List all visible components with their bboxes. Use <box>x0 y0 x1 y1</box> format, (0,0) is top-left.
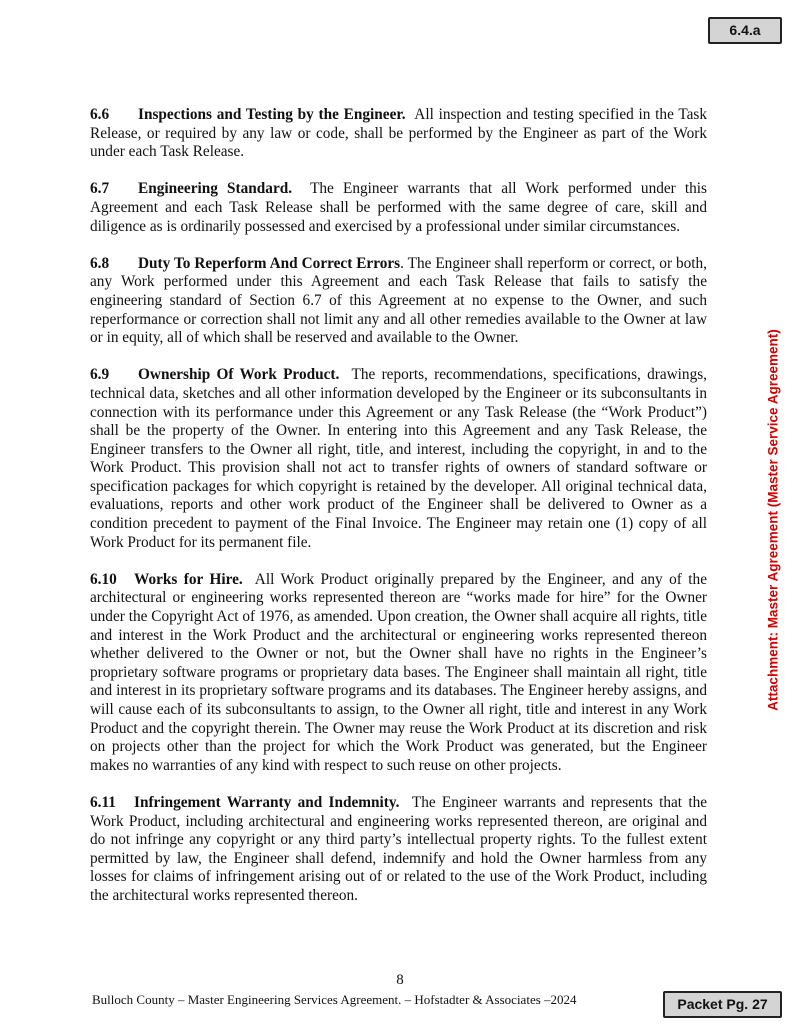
attachment-side-label: Attachment: Master Agreement (Master Service Agreement) <box>765 329 781 711</box>
section-heading: Duty To Reperform And Correct Errors <box>138 254 401 272</box>
section-heading: Inspections and Testing by the Engineer. <box>138 106 406 123</box>
section-heading: Engineering Standard. <box>138 180 293 198</box>
footer-text: Bulloch County – Master Engineering Services Agreement. – Hofstadter & Associates –2024 <box>92 992 577 1007</box>
section-6-6 <box>90 106 707 162</box>
section-number: 6.7 <box>90 180 110 198</box>
section-number: 6.6 <box>90 106 110 123</box>
section-number: 6.10 <box>90 570 117 588</box>
section-6-9 <box>90 366 707 552</box>
page-number: 8 <box>396 972 404 988</box>
section-text: The Engineer warrants and represents that the Work Product, including architectural and engineering works represented thereon, are original and do not infringe any copyright or any third party’s intellectual property rights. To the fullest extent permitted by law, the Engineer shall defend, indemnify and hold the Owner harmless from any losses for claims of infringement arising out of or related to the use of the Work Product, including the architectural works represented thereon. <box>90 793 708 904</box>
section-6-11 <box>90 794 707 906</box>
section-heading: Ownership Of Work Product. <box>138 366 340 384</box>
section-6-7 <box>90 180 707 236</box>
section-text: The Engineer warrants that all Work performed under this Agreement and each Task Release shall be performed with the same degree of care, skill and diligence as is ordinarily possessed and exercised by a professional under similar circumstances. <box>90 180 707 235</box>
section-6-10 <box>90 571 707 776</box>
section-6-8 <box>90 255 707 348</box>
section-number: 6.11 <box>90 793 116 811</box>
section-text: . The Engineer shall reperform or correct, or both, any Work performed under this Agreement and each Task Release that fails to satisfy the engineering standard of Section 6.7 of this Agreement at no expense to the Owner, and such reperformance or correction shall not limit any and all other remedies available to the Owner at law or in equity, all of which shall be reserved and available to the Owner. <box>90 254 707 347</box>
document-body <box>90 106 707 924</box>
section-text: All Work Product originally prepared by the Engineer, and any of the architectural or engineering works represented thereon are “works made for hire” for the Owner under the Copyright Act of 1976, as amended. Upon creation, the Owner shall acquire all rights, title and interest in the Work Product and the architectural or engineering works represented thereon whether delivered to the Owner or not, but the Owner shall have no rights in the Engineer’s proprietary software programs or proprietary data bases. The Engineer shall maintain all right, title and interest in its proprietary software programs and its databases. The Engineer hereby assigns, and will cause each of its subconsultants to assign, to the Owner all right, title and interest in any Work Product and the copyright therein. The Owner may reuse the Work Product at its discretion and risk on projects other than the project for which the Work Product was generated, but the Engineer makes no warranties of any kind with respect to such reuse on other projects. <box>90 570 707 774</box>
section-text: All inspection and testing specified in the Task Release, or required by any law or code, shall be performed by the Engineer as part of the Work under each Task Release. <box>90 106 708 161</box>
section-heading: Works for Hire. <box>134 570 243 588</box>
section-number: 6.8 <box>90 254 110 272</box>
section-tag-badge: 6.4.a <box>708 17 782 44</box>
section-text: The reports, recommendations, specifications, drawings, technical data, sketches and all other information developed by the Engineer or its subconsultants in connection with its performance under this Agreement or any Task Release (the “Work Product”) shall be the property of the Owner. In entering into this Agreement and any Task Release, the Engineer transfers to the Owner all right, title, and interest, including the copyright, in and to the Work Product. This provision shall not act to transfer rights of owners of standard software or specification packages for which copyright is retained by the developer. All original technical data, evaluations, reports and other work product of the Engineer shall be delivered to Owner as a condition precedent to payment of the Final Invoice. The Engineer may retain one (1) copy of all Work Product for its permanent file. <box>90 366 707 551</box>
section-heading: Infringement Warranty and Indemnity. <box>134 793 400 811</box>
packet-page-badge: Packet Pg. 27 <box>663 991 782 1018</box>
section-number: 6.9 <box>90 366 110 384</box>
